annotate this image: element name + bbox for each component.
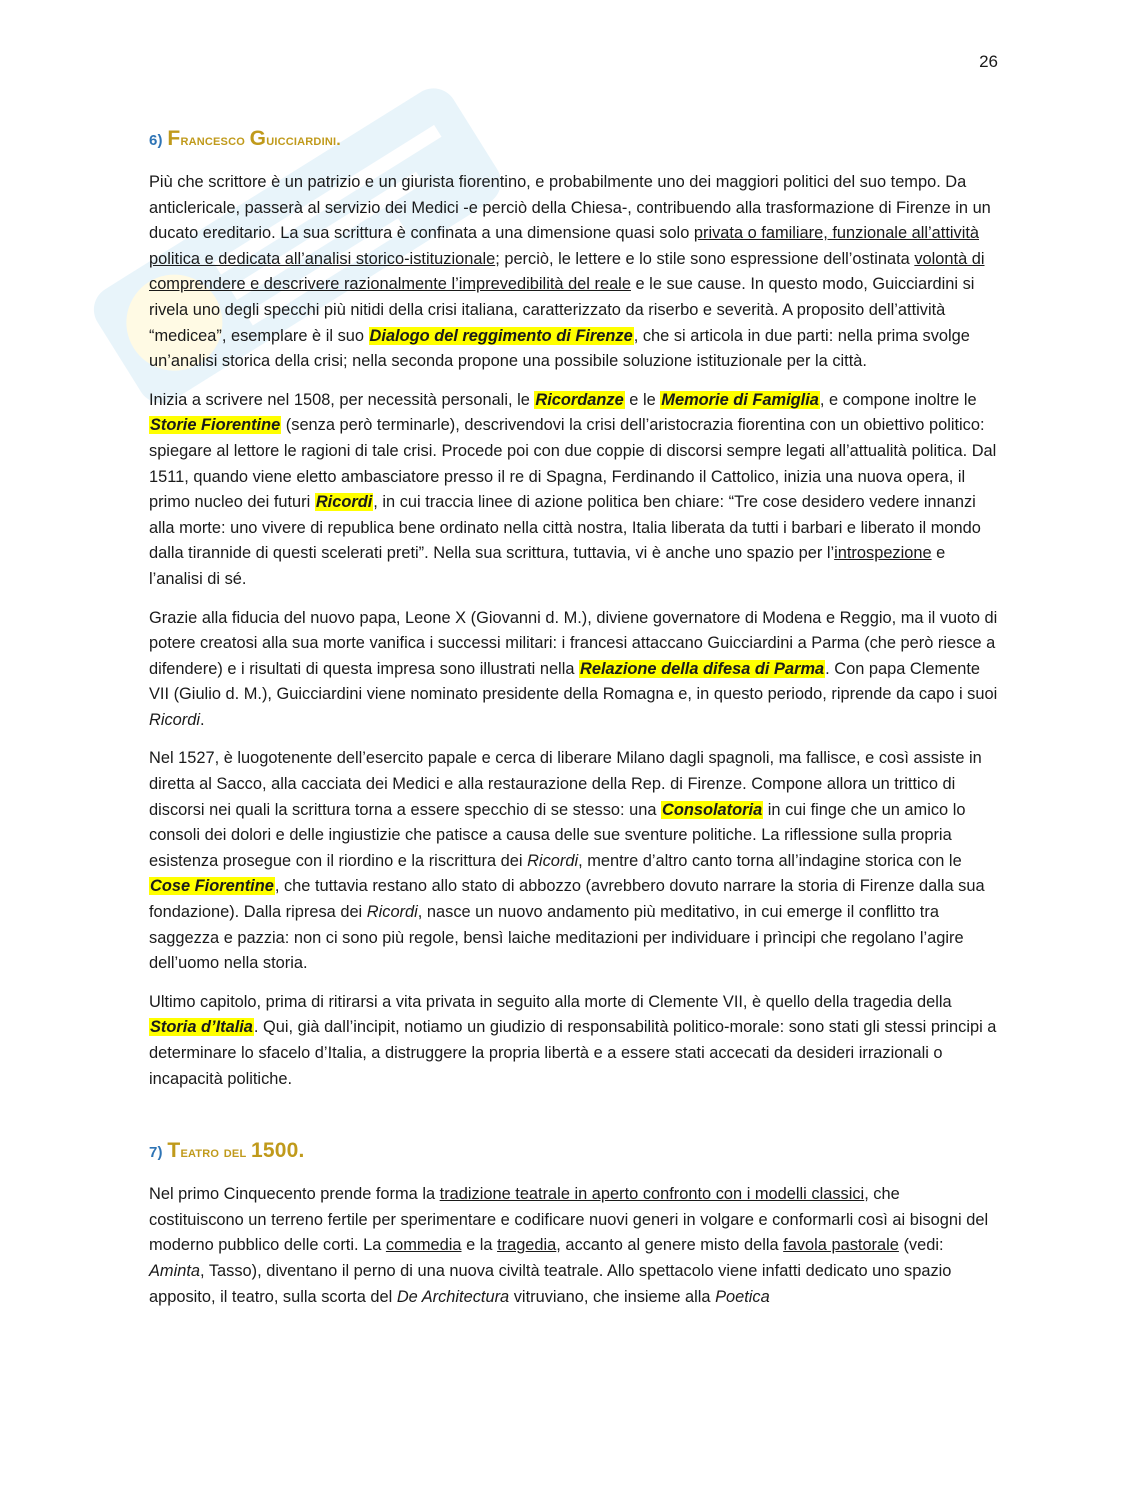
highlighted-title: Consolatoria [662,800,763,819]
heading-text: rancesco [180,132,250,149]
paragraph: Inizia a scrivere nel 1508, per necessità personali, le Ricordanze e le Memorie di Famiglia, e compone inoltre le Storie Fiorentine (senza però terminarle), descrivendovi la crisi dell’aristocrazia fiorentina con un obiettivo politico: spiegare al lettore le ragioni di tale crisi. Procede poi con due coppie di discorsi sempre legati all’attualità politica. Dal 1511, quando viene eletto ambasciatore presso il re di Spagna, Ferdinando il Cattolico, inizia una nuova opera, il primo nucleo dei futuri Ricordi, in cui traccia linee di azione politica ben chiare: “Tre cose desidero vedere innanzi alla morte: uno vivere di republica bene ordinato nella città nostra, Italia liberata da tutti i barbari e liberato il mondo dalla tirannide di questi scelerati preti”. Nella sua scrittura, tuttavia, vi è anche uno spazio per l’introspezione e l’analisi di sé. [149,390,997,588]
document-body [149,124,999,1323]
heading-initial: G [249,127,267,150]
section-heading-teatro [149,1136,999,1168]
italic-title: Ricordi [366,903,418,922]
paragraph: Ultimo capitolo, prima di ritirarsi a vita privata in seguito alla morte di Clemente VII, è quello della tragedia della Storia d’Italia. Qui, già dall’incipit, notiamo un giudizio di responsabilità politico-morale: sono stati gli stessi principi a determinare lo sfacelo d’Italia, a distruggere la propria libertà e a essere stati accecati da desideri irrazionali o incapacità politiche. [149,992,997,1088]
italic-title: De Architectura [396,1287,510,1306]
highlighted-title: Storia d’Italia [150,1018,253,1037]
highlighted-title: Ricordi [315,493,373,512]
heading-text: uicciardini. [266,132,341,149]
heading-text: eatro del [180,1144,252,1162]
underlined-phrase: volontà di comprendere e descrivere razionalmente l’imprevedibilità del reale [149,249,985,294]
paragraph: Nel primo Cinquecento prende forma la tradizione teatrale in aperto confronto con i modelli classici, che costituiscono un terreno fertile per sperimentare e codificare nuovi generi in volgare e conformarli così ai bisogni del moderno pubblico delle corti. La commedia e la tragedia, accanto al genere misto della favola pastorale (vedi: Aminta, Tasso), diventano il perno di una nuova civiltà teatrale. Allo spettacolo viene infatti dedicato uno spazio apposito, il teatro, sulla scorta del De Architectura vitruviano, che insieme alla Poetica [149,1185,989,1306]
underlined-phrase: commedia [385,1236,462,1255]
paragraph: Grazie alla fiducia del nuovo papa, Leone X (Giovanni d. M.), diviene governatore di Modena e Reggio, ma il vuoto di potere creatosi alla sua morte vanifica i successi militari: i francesi attaccano Guicciardini a Parma (che però riesce a difendere) e i risultati di questa impresa sono illustrati nella Relazione della difesa di Parma. Con papa Clemente VII (Giulio d. M.), Guicciardini viene nominato presidente della Romagna e, in questo periodo, riprende da capo i suoi Ricordi. [149,608,998,729]
heading-year: 1500. [251,1139,305,1163]
underlined-phrase: introspezione [834,544,932,563]
paragraph: Nel 1527, è luogotenente dell’esercito papale e cerca di liberare Milano dagli spagnoli, ma fallisce, e così assiste in diretta al Sacco, alla cacciata dei Medici e alla restaurazione della Rep. di Firenze. Compone allora un trittico di discorsi nei quali la scrittura torna a essere specchio di se stesso: una Consolatoria in cui finge che un amico lo consoli dei dolori e delle ingiustizie che patisce a causa delle sue sventure politiche. La riflessione sulla propria esistenza prosegue con il riordino e la riscrittura dei Ricordi, mentre d’altro canto torna all’indagine storica con le Cose Fiorentine, che tuttavia restano allo stato di abbozzo (avrebbero dovuto narrare la storia di Firenze dalla sua fondazione). Dalla ripresa dei Ricordi, nasce un nuovo andamento più meditativo, in cui emerge il conflitto tra saggezza e pazzia: non ci sono più regole, bensì laiche meditazioni per individuare i prìncipi che regolano l’agire dell’uomo nella storia. [149,749,985,973]
section-number: 6) [149,132,163,149]
highlighted-title: Relazione della difesa di Parma [580,659,825,678]
highlighted-title: Dialogo del reggimento di Firenze [369,326,633,345]
highlighted-title: Ricordanze [535,390,624,409]
underlined-phrase: tradizione teatrale in aperto confronto con i modelli classici [439,1185,865,1204]
paragraph: Più che scrittore è un patrizio e un giurista fiorentino, e probabilmente uno dei maggiori politici del suo tempo. Da anticlericale, passerà al servizio dei Medici -e perciò della Chiesa-, contribuendo alla trasformazione di Firenze in un ducato ereditario. La sua scrittura è confinata a una dimensione quasi solo privata o familiare, funzionale all’attività politica e dedicata all’analisi storico-istituzionale; perciò, le lettere e lo stile sono espressione dell’ostinata volontà di comprendere e descrivere razionalmente l’imprevedibilità del reale e le sue cause. In questo modo, Guicciardini si rivela uno degli specchi più nitidi della crisi italiana, caratterizzato da riserbo e severità. A proposito dell’attività “medicea”, esemplare è il suo Dialogo del reggimento di Firenze, che si articola in due parti: nella prima svolge un’analisi storica della crisi; nella seconda propone una possibile soluzione istituzionale per la città. [149,173,991,371]
section-number: 7) [149,1144,163,1162]
heading-initial: F [167,127,181,150]
underlined-phrase: tragedia [497,1236,557,1255]
underlined-phrase: privata o familiare, funzionale all’attività politica e dedicata all’analisi storico-istituzionale [149,224,980,268]
italic-title: Ricordi [527,851,579,870]
page-number: 26 [979,52,998,71]
underlined-phrase: favola pastorale [783,1236,899,1255]
italic-title: Poetica [715,1287,770,1306]
section-heading-guicciardini [149,124,999,156]
highlighted-title: Cose Fiorentine [150,877,274,896]
italic-title: Ricordi [149,710,201,729]
heading-initial: T [167,1139,181,1163]
highlighted-title: Storie Fiorentine [150,416,281,435]
italic-title: Aminta [149,1261,201,1280]
highlighted-title: Memorie di Famiglia [661,390,819,409]
